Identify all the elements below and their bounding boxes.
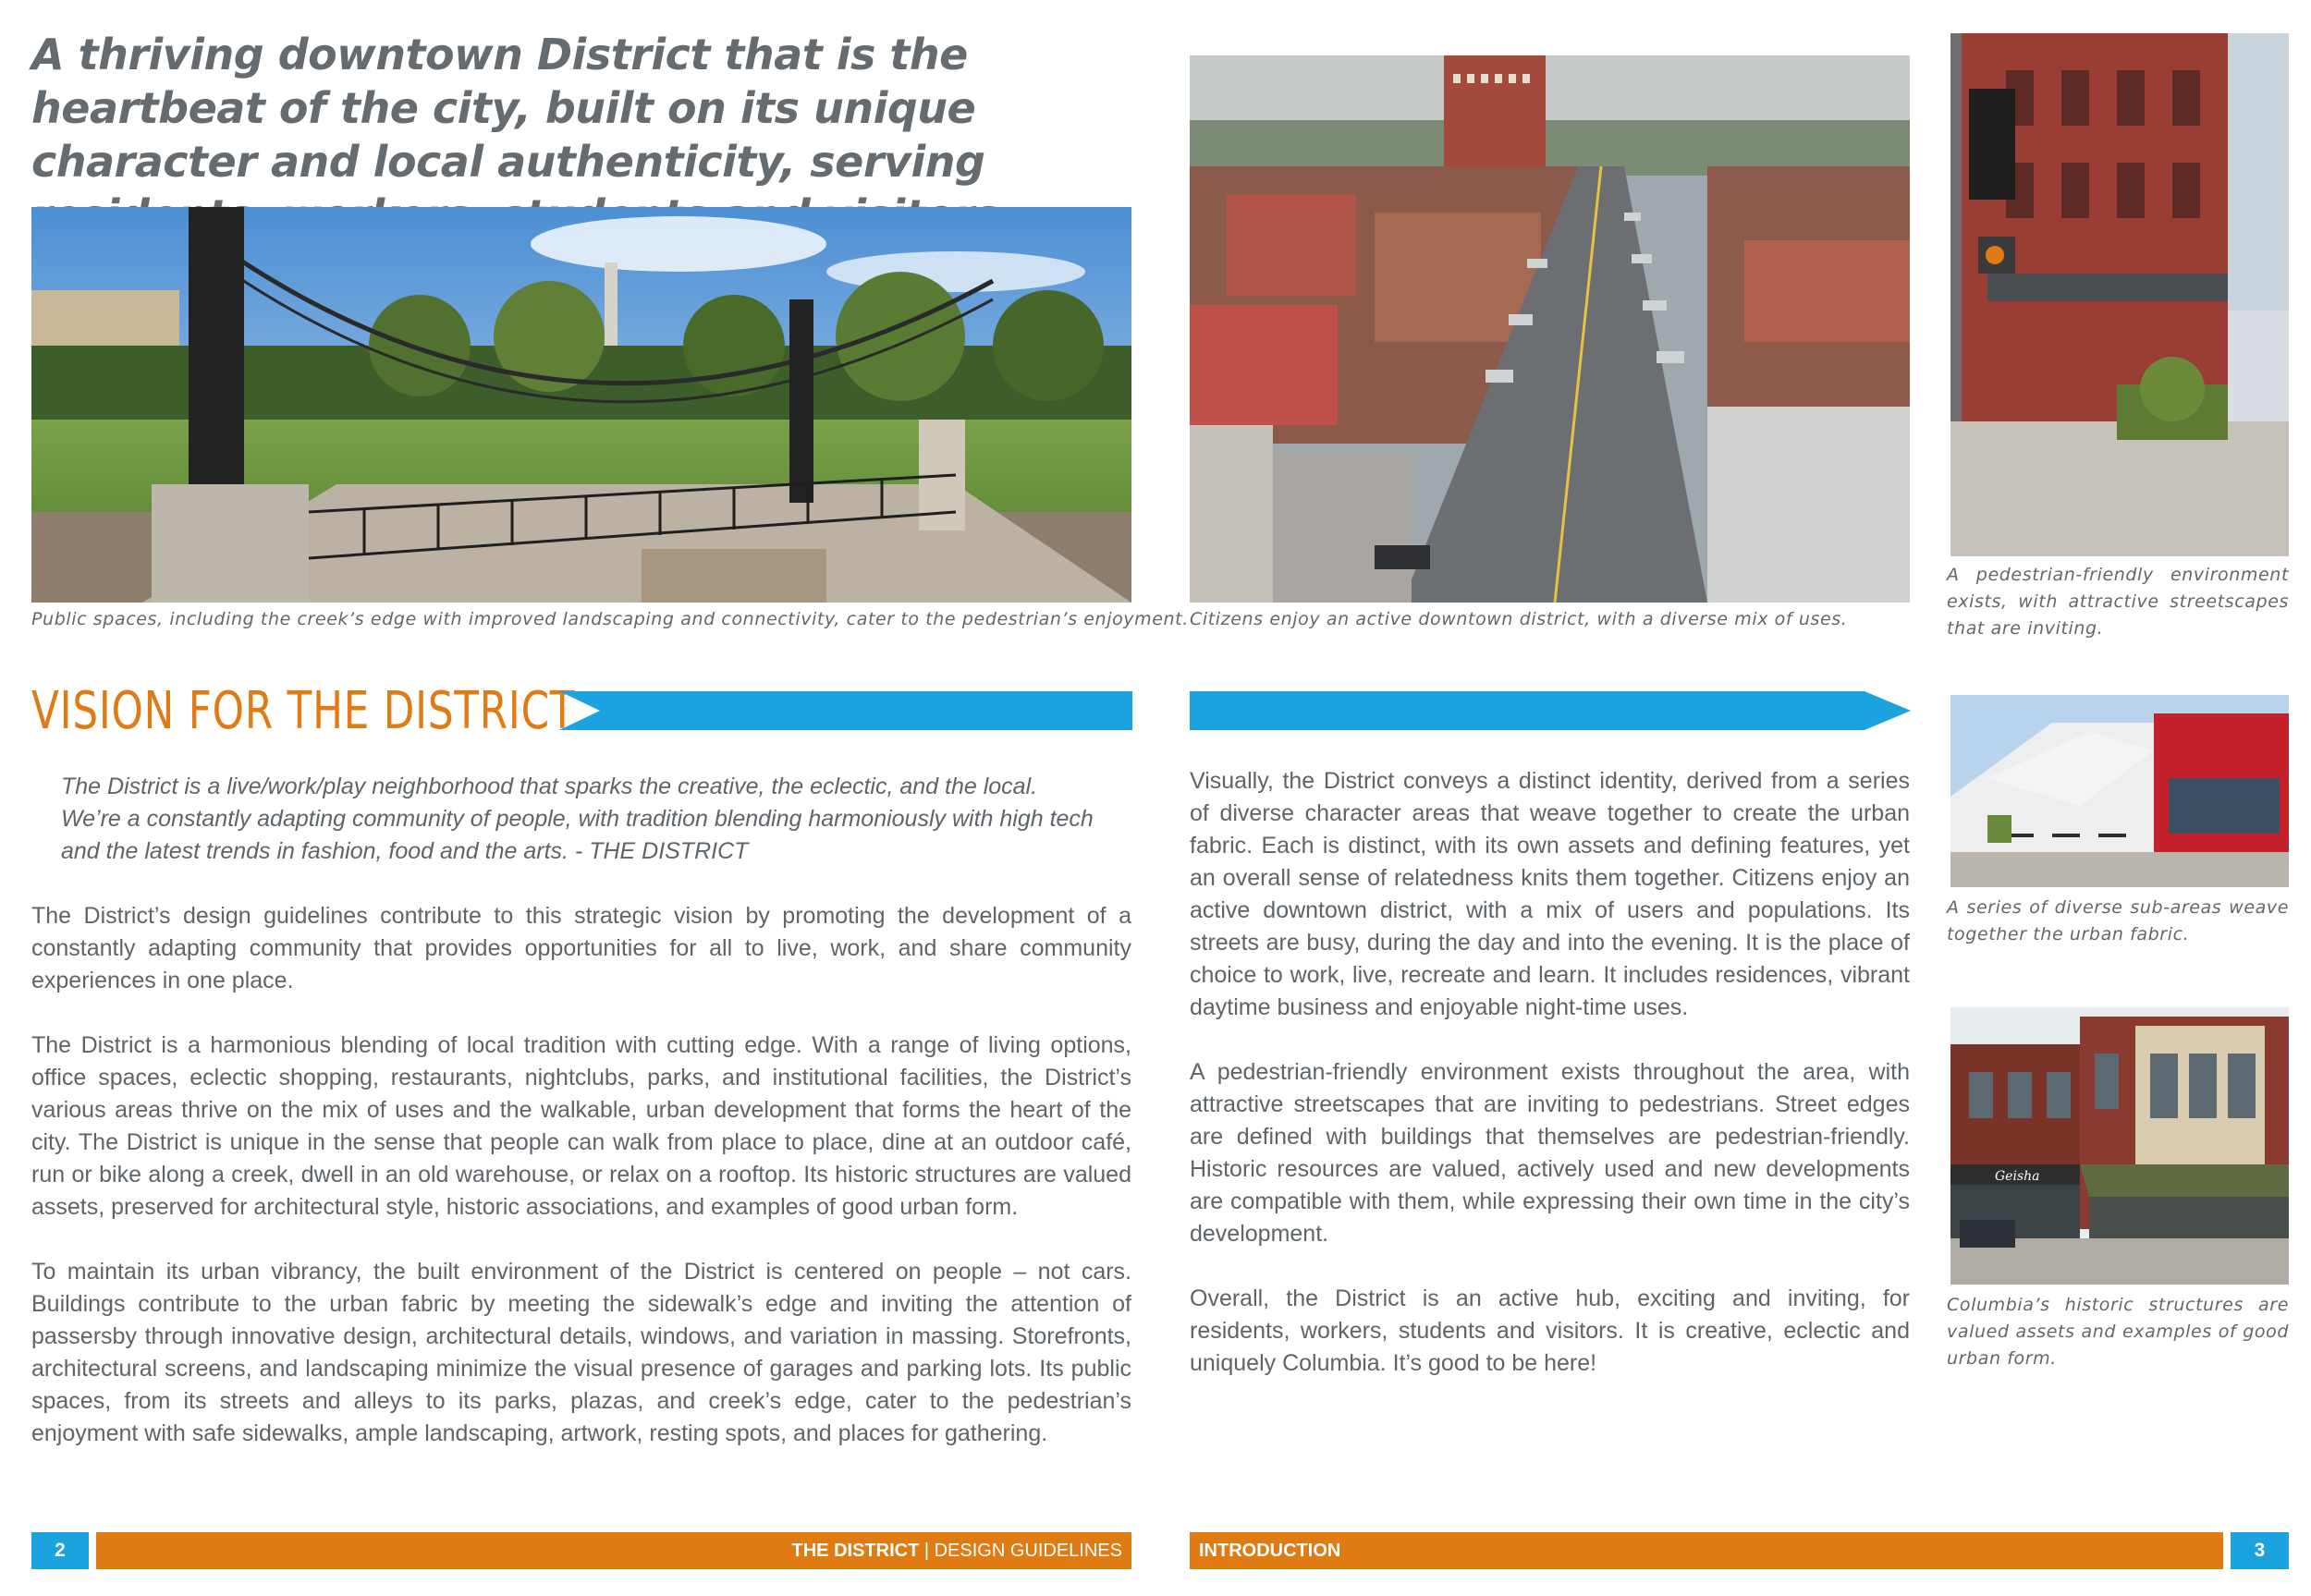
bridge-park-photo bbox=[31, 207, 1131, 603]
cafe-storefront-photo bbox=[1950, 695, 2289, 887]
left-paragraph: The District’s design guidelines contribute to this strategic vision by promoting the development of a constantly adapting community that provides opportunities for all to live, work, and share community experiences in one place. bbox=[31, 903, 1131, 993]
historic-building-photo bbox=[1950, 1007, 2289, 1285]
left-page-number: 2 bbox=[31, 1532, 89, 1569]
aerial-photo-caption: Citizens enjoy an active downtown district, with a diverse mix of uses. bbox=[1190, 609, 1848, 629]
right-page-number: 3 bbox=[2231, 1532, 2289, 1569]
footer-section-title: INTRODUCTION bbox=[1199, 1540, 1341, 1561]
bridge-photo-caption: Public spaces, including the creek’s edge with improved landscaping and connectivity, cater to the pedestrian’s enjoyment. bbox=[31, 609, 1189, 629]
pedestrian-street-photo bbox=[1950, 33, 2289, 556]
geisha-sign: Geisha bbox=[1995, 1169, 2040, 1184]
cafe-photo-caption: A series of diverse sub-areas weave together the urban fabric. bbox=[1947, 897, 2289, 944]
footer-separator: | bbox=[919, 1540, 935, 1561]
right-body-text bbox=[1190, 765, 1910, 1412]
title-arrow-right bbox=[1190, 691, 1911, 730]
right-paragraph: Visually, the District conveys a distinct identity, derived from a series of diverse character areas that weave together to create the urban fabric. Each is distinct, with its own assets and defining features, yet an overall sense of relatedness knits them together. Citizens enjoy an active downtown district, with a mix of users and populations. Its streets are busy, during the day and into the evening. It is the place of choice to work, live, recreate and learn. It includes residences, vibrant daytime business and enjoyable night-time uses. bbox=[1190, 768, 1910, 1020]
title-arrow-left bbox=[559, 691, 1132, 730]
footer-brand: THE DISTRICT bbox=[791, 1540, 920, 1561]
right-paragraph: Overall, the District is an active hub, exciting and inviting, for residents, workers, students and visitors. It is creative, eclectic and uniquely Columbia. It’s good to be here! bbox=[1190, 1285, 1910, 1376]
left-footer-bar bbox=[96, 1532, 1131, 1569]
right-paragraph: A pedestrian-friendly environment exists throughout the area, with attractive streetscapes that are inviting to pedestrians. Street edges are defined with buildings that themselves are pedestrian-friendly. Historic resources are valued, actively used and new developments are compatible with them, while expressing their own time in the city’s development. bbox=[1190, 1059, 1910, 1247]
left-paragraph: To maintain its urban vibrancy, the built environment of the District is centered on people – not cars. Buildings contribute to the urban fabric by meeting the sidewalk’s edge and inviting the attention of passersby through innovative design, architectural details, windows, and variation in massing. Storefronts, architectural screens, and landscaping minimize the visual presence of garages and parking lots. Its public spaces, from its streets and alleys to its parks, plazas, and creek’s edge, cater to the pedestrian’s enjoyment with safe sidewalks, ample landscaping, artwork, resting spots, and places for gathering. bbox=[31, 1259, 1131, 1446]
left-paragraph: The District is a harmonious blending of local tradition with cutting edge. With a range of living options, office spaces, eclectic shopping, restaurants, nightclubs, parks, and institutional facilities, the District’s various areas thrive on the mix of uses and the walkable, urban development that forms the heart of the city. The District is unique in the sense that people can walk from place to place, dine at an outdoor café, run or bike along a creek, dwell in an old warehouse, or relax on a rooftop. Its historic structures are valued assets, preserved for architectural style, historic associations, and examples of good urban form. bbox=[31, 1032, 1131, 1220]
street-photo-caption: A pedestrian-friendly environment exists, with attractive streetscapes that are inviting. bbox=[1947, 565, 2289, 639]
left-body-text bbox=[31, 900, 1131, 1482]
historic-photo-caption: Columbia’s historic structures are valued assets and examples of good urban form. bbox=[1947, 1295, 2289, 1369]
page-headline: A thriving downtown District that is the heartbeat of the city, built on its unique character and local authenticity, serving bbox=[31, 30, 985, 187]
right-footer-bar bbox=[1190, 1532, 2223, 1569]
footer-guidelines: DESIGN GUIDELINES bbox=[934, 1540, 1122, 1561]
section-title: VISION FOR THE DISTRICT bbox=[31, 681, 576, 741]
aerial-downtown-photo bbox=[1190, 55, 1910, 603]
vision-quote: The District is a live/work/play neighborhood that sparks the creative, the eclectic, and the local. We’re a constantly adapting community of people, with tradition blending harmoniously with high tech and the latest trends in fashion, food and the arts. - THE DISTRICT bbox=[61, 774, 1094, 864]
